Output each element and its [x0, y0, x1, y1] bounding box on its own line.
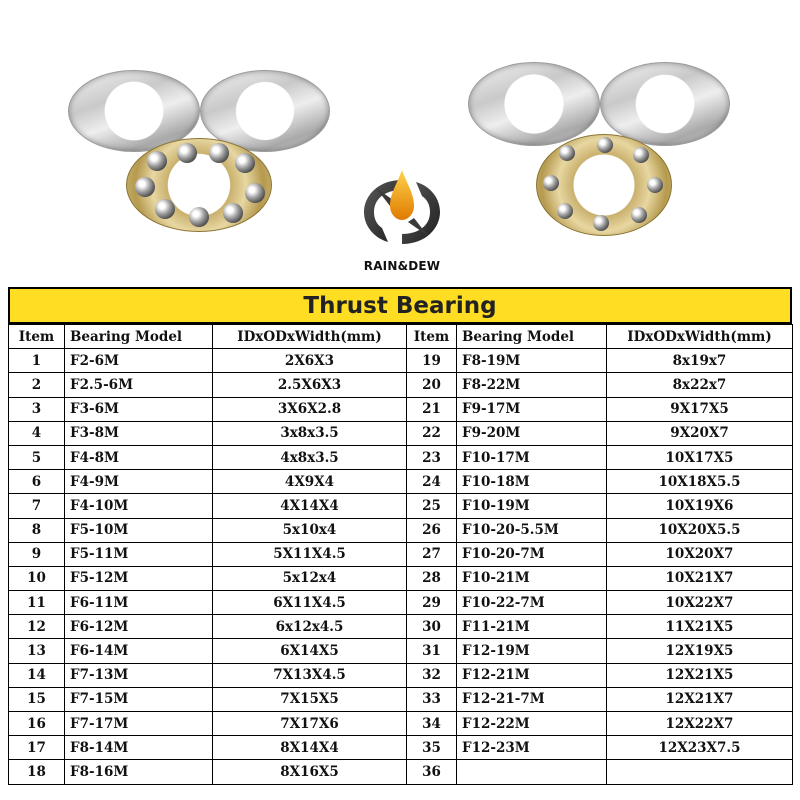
bearing-model-cell: F9-20M — [457, 421, 607, 445]
item-number-cell: 17 — [9, 736, 65, 760]
dimensions-cell: 12X22X7 — [607, 712, 793, 736]
table-row — [9, 470, 793, 494]
dimensions-cell: 5x10x4 — [213, 518, 407, 542]
header-bearing-model: Bearing Model — [457, 325, 607, 349]
dimensions-cell — [607, 760, 793, 784]
brand-name: RAIN&DEW — [363, 259, 441, 273]
table-row — [9, 591, 793, 615]
item-number-cell: 31 — [407, 639, 457, 663]
item-number-cell: 32 — [407, 663, 457, 687]
item-number-cell: 6 — [9, 470, 65, 494]
item-number-cell: 30 — [407, 615, 457, 639]
bearing-model-cell: F9-17M — [457, 397, 607, 421]
bearing-model-cell: F10-20-5.5M — [457, 518, 607, 542]
ball-icon — [543, 175, 559, 191]
dimensions-cell: 6X14X5 — [213, 639, 407, 663]
ball-icon — [633, 147, 649, 163]
dimensions-cell: 12X23X7.5 — [607, 736, 793, 760]
table-row — [9, 615, 793, 639]
table-row — [9, 518, 793, 542]
dimensions-cell: 8X16X5 — [213, 760, 407, 784]
bearing-model-cell: F7-13M — [65, 663, 213, 687]
header-item: Item — [407, 325, 457, 349]
header-item: Item — [9, 325, 65, 349]
dimensions-cell: 8x19x7 — [607, 349, 793, 373]
item-number-cell: 28 — [407, 566, 457, 590]
ball-icon — [223, 203, 243, 223]
bearing-model-cell: F10-17M — [457, 445, 607, 469]
item-number-cell: 18 — [9, 760, 65, 784]
bearing-model-cell: F5-10M — [65, 518, 213, 542]
item-number-cell: 24 — [407, 470, 457, 494]
table-row — [9, 397, 793, 421]
bearing-model-cell: F3-8M — [65, 421, 213, 445]
bearing-model-cell: F10-18M — [457, 470, 607, 494]
ball-cage-right — [536, 134, 672, 236]
dimensions-cell: 10X19X6 — [607, 494, 793, 518]
bearing-model-cell: F3-6M — [65, 397, 213, 421]
bearing-model-cell: F2-6M — [65, 349, 213, 373]
dimensions-cell: 11X21X5 — [607, 615, 793, 639]
bearing-model-cell: F5-12M — [65, 566, 213, 590]
bearing-model-cell: F7-15M — [65, 687, 213, 711]
dimensions-cell: 12X21X7 — [607, 687, 793, 711]
brand-logo — [356, 166, 448, 258]
item-number-cell: 16 — [9, 712, 65, 736]
bearing-model-cell: F8-22M — [457, 373, 607, 397]
dimensions-cell: 5x12x4 — [213, 566, 407, 590]
bearing-model-cell: F4-8M — [65, 445, 213, 469]
item-number-cell: 21 — [407, 397, 457, 421]
dimensions-cell: 4X14X4 — [213, 494, 407, 518]
ball-icon — [135, 177, 155, 197]
bearing-model-cell: F12-19M — [457, 639, 607, 663]
item-number-cell: 12 — [9, 615, 65, 639]
table-row — [9, 639, 793, 663]
ball-icon — [597, 137, 613, 153]
bearing-model-cell: F12-21-7M — [457, 687, 607, 711]
dimensions-cell: 12X19X5 — [607, 639, 793, 663]
bearing-model-cell: F2.5-6M — [65, 373, 213, 397]
item-number-cell: 36 — [407, 760, 457, 784]
table-row — [9, 349, 793, 373]
item-number-cell: 3 — [9, 397, 65, 421]
bearing-model-cell: F4-10M — [65, 494, 213, 518]
bearing-model-cell: F8-16M — [65, 760, 213, 784]
table-row — [9, 566, 793, 590]
bearing-model-cell: F12-22M — [457, 712, 607, 736]
dimensions-cell: 2X6X3 — [213, 349, 407, 373]
table-row — [9, 445, 793, 469]
bearing-model-cell — [457, 760, 607, 784]
dimensions-cell: 8X14X4 — [213, 736, 407, 760]
dimensions-cell: 4x8x3.5 — [213, 445, 407, 469]
dimensions-cell: 10X18X5.5 — [607, 470, 793, 494]
bearing-model-cell: F6-12M — [65, 615, 213, 639]
dimensions-cell: 7X15X5 — [213, 687, 407, 711]
dimensions-cell: 3x8x3.5 — [213, 421, 407, 445]
table-title: Thrust Bearing — [8, 287, 792, 324]
ball-icon — [189, 207, 209, 227]
item-number-cell: 26 — [407, 518, 457, 542]
dimensions-cell: 10X20X7 — [607, 542, 793, 566]
table-row — [9, 760, 793, 784]
dimensions-cell: 7X17X6 — [213, 712, 407, 736]
washer-ring-right-1 — [468, 62, 600, 146]
item-number-cell: 13 — [9, 639, 65, 663]
item-number-cell: 19 — [407, 349, 457, 373]
dimensions-cell: 10X20X5.5 — [607, 518, 793, 542]
ball-icon — [593, 215, 609, 231]
item-number-cell: 4 — [9, 421, 65, 445]
bearing-model-cell: F6-11M — [65, 591, 213, 615]
item-number-cell: 1 — [9, 349, 65, 373]
table-row — [9, 494, 793, 518]
dimensions-cell: 10X17X5 — [607, 445, 793, 469]
ball-icon — [647, 177, 663, 193]
item-number-cell: 20 — [407, 373, 457, 397]
bearing-model-cell: F8-19M — [457, 349, 607, 373]
spec-sheet — [8, 287, 792, 785]
bearing-model-cell: F10-22-7M — [457, 591, 607, 615]
item-number-cell: 23 — [407, 445, 457, 469]
dimensions-cell: 10X21X7 — [607, 566, 793, 590]
dimensions-cell: 7X13X4.5 — [213, 663, 407, 687]
dimensions-cell: 6x12x4.5 — [213, 615, 407, 639]
ball-icon — [155, 199, 175, 219]
dimensions-cell: 10X22X7 — [607, 591, 793, 615]
dimensions-cell: 4X9X4 — [213, 470, 407, 494]
item-number-cell: 5 — [9, 445, 65, 469]
item-number-cell: 27 — [407, 542, 457, 566]
header-bearing-model: Bearing Model — [65, 325, 213, 349]
item-number-cell: 33 — [407, 687, 457, 711]
item-number-cell: 34 — [407, 712, 457, 736]
ball-icon — [245, 183, 265, 203]
table-header-row — [9, 325, 793, 349]
item-number-cell: 22 — [407, 421, 457, 445]
table-row — [9, 421, 793, 445]
table-row — [9, 687, 793, 711]
ball-icon — [209, 143, 229, 163]
item-number-cell: 9 — [9, 542, 65, 566]
ball-cage-left — [126, 138, 272, 232]
header-dimensions: IDxODxWidth(mm) — [607, 325, 793, 349]
bearing-model-cell: F5-11M — [65, 542, 213, 566]
item-number-cell: 15 — [9, 687, 65, 711]
bearing-model-cell: F8-14M — [65, 736, 213, 760]
item-number-cell: 25 — [407, 494, 457, 518]
item-number-cell: 10 — [9, 566, 65, 590]
raindew-logo-icon — [356, 166, 448, 258]
item-number-cell: 2 — [9, 373, 65, 397]
dimensions-cell: 3X6X2.8 — [213, 397, 407, 421]
dimensions-cell: 8x22x7 — [607, 373, 793, 397]
bearing-model-cell: F12-23M — [457, 736, 607, 760]
bearing-model-cell: F10-20-7M — [457, 542, 607, 566]
dimensions-cell: 2.5X6X3 — [213, 373, 407, 397]
item-number-cell: 14 — [9, 663, 65, 687]
dimensions-cell: 9X17X5 — [607, 397, 793, 421]
item-number-cell: 8 — [9, 518, 65, 542]
dimensions-cell: 6X11X4.5 — [213, 591, 407, 615]
table-row — [9, 542, 793, 566]
ball-icon — [631, 207, 647, 223]
bearing-model-cell: F11-21M — [457, 615, 607, 639]
ball-icon — [557, 203, 573, 219]
bearing-model-cell: F10-19M — [457, 494, 607, 518]
item-number-cell: 11 — [9, 591, 65, 615]
table-row — [9, 712, 793, 736]
bearing-model-cell: F10-21M — [457, 566, 607, 590]
washer-ring-right-2 — [600, 62, 730, 146]
ball-icon — [235, 153, 255, 173]
dimensions-cell: 5X11X4.5 — [213, 542, 407, 566]
ball-icon — [559, 145, 575, 161]
item-number-cell: 29 — [407, 591, 457, 615]
table-row — [9, 736, 793, 760]
bearing-model-cell: F7-17M — [65, 712, 213, 736]
ball-icon — [177, 143, 197, 163]
item-number-cell: 35 — [407, 736, 457, 760]
bearing-model-cell: F12-21M — [457, 663, 607, 687]
item-number-cell: 7 — [9, 494, 65, 518]
table-row — [9, 663, 793, 687]
ball-icon — [147, 151, 167, 171]
bearing-model-cell: F6-14M — [65, 639, 213, 663]
dimensions-cell: 9X20X7 — [607, 421, 793, 445]
bearing-model-cell: F4-9M — [65, 470, 213, 494]
spec-table — [8, 324, 793, 785]
dimensions-cell: 12X21X5 — [607, 663, 793, 687]
table-row — [9, 373, 793, 397]
header-dimensions: IDxODxWidth(mm) — [213, 325, 407, 349]
